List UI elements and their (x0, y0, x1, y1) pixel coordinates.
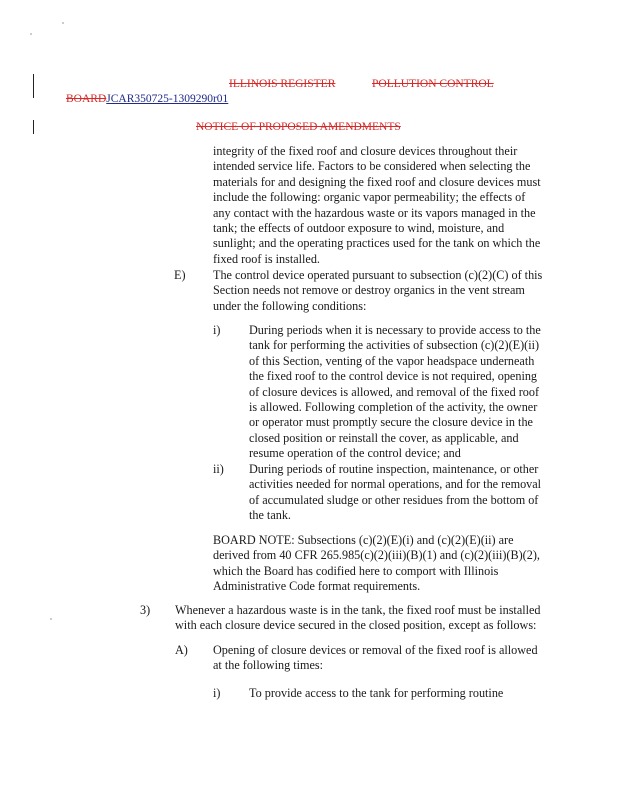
text-line: fixed roof is installed. (213, 251, 320, 266)
item-e-paragraph (213, 268, 542, 314)
scan-speck (30, 33, 32, 35)
text-line: include the following: organic vapor permeability; the effects of (213, 190, 526, 205)
item-e-ii-paragraph (249, 462, 541, 524)
text-line: Section needs not remove or destroy organics in the vent stream (213, 283, 525, 298)
text-line: with each closure device secured in the closed position, except as follows: (175, 618, 537, 633)
text-line: derived from 40 CFR 265.985(c)(2)(iii)(B)(1) and (c)(2)(iii)(B)(2), (213, 548, 540, 563)
item-e-marker: E) (174, 268, 186, 282)
text-line: tank for performing the activities of subsection (c)(2)(E)(ii) (249, 338, 540, 353)
text-line: the fixed roof to the control device is not required, opening (249, 369, 538, 384)
text-line: During periods when it is necessary to provide access to the (249, 323, 541, 337)
text-line: of closure devices is allowed, and removal of the fixed roof (249, 384, 540, 399)
text-line: materials for and designing the fixed roof and closure devices must (213, 174, 541, 189)
agency-title: POLLUTION CONTROL (372, 78, 494, 90)
item-3-paragraph (175, 603, 541, 634)
text-line: integrity of the fixed roof and closure devices throughout their (213, 144, 518, 158)
change-bar (33, 120, 34, 134)
text-line: of this Section, venting of the vapor headspace underneath (249, 353, 535, 368)
text-line: resume operation of the control device; and (249, 446, 461, 461)
item-e-ii-marker: ii) (213, 462, 224, 476)
board-word: BOARD (66, 93, 107, 105)
board-note (213, 533, 540, 595)
scan-speck (62, 22, 64, 24)
register-title: ILLINOIS REGISTER (229, 78, 336, 90)
text-line: under the following conditions: (213, 298, 367, 313)
text-line: To provide access to the tank for performing routine (249, 686, 504, 700)
text-line: intended service life. Factors to be considered when selecting the (213, 159, 531, 174)
intro-paragraph (213, 144, 541, 267)
text-line: at the following times: (213, 658, 324, 673)
text-line: closed position or reinstall the cover, as applicable, and (249, 430, 519, 445)
text-line: tank; the effects of outdoor exposure to wind, moisture, and (213, 221, 505, 236)
item-3-a-i-paragraph (249, 686, 503, 701)
text-line: The control device operated pursuant to subsection (c)(2)(C) of this (213, 268, 543, 282)
text-line: Administrative Code format requirements. (213, 579, 421, 594)
text-line: which the Board has codified here to comport with Illinois (213, 563, 499, 578)
text-line: BOARD NOTE: Subsections (c)(2)(E)(i) and (c)(2)(E)(ii) are (213, 533, 514, 547)
text-line: any contact with the hazardous waste or its vapors managed in the (213, 205, 536, 220)
item-3-a-paragraph (213, 643, 538, 674)
text-line: the tank. (249, 508, 291, 523)
board-id-line (66, 92, 228, 106)
item-3-marker: 3) (140, 603, 151, 617)
text-line: Whenever a hazardous waste is in the tank, the fixed roof must be installed (175, 603, 541, 617)
notice-title: NOTICE OF PROPOSED AMENDMENTS (196, 121, 401, 133)
item-3-a-i-marker: i) (213, 686, 221, 700)
change-bar (33, 74, 34, 98)
text-line: activities needed for normal operations, and for the removal (249, 477, 542, 492)
text-line: sunlight; and the operating practices used for the tank on which the (213, 236, 541, 251)
item-e-i-marker: i) (213, 323, 221, 337)
document-id: JCAR350725-1309290r01 (106, 93, 229, 105)
item-e-i-paragraph (249, 323, 541, 462)
item-3-a-marker: A) (175, 643, 188, 657)
text-line: is allowed. Following completion of the activity, the owner (249, 400, 538, 415)
text-line: or operator must promptly secure the closure device in the (249, 415, 533, 430)
text-line: of accumulated sludge or other residues from the bottom of (249, 492, 539, 507)
text-line: Opening of closure devices or removal of the fixed roof is allowed (213, 643, 538, 657)
text-line: During periods of routine inspection, maintenance, or other (249, 462, 539, 476)
scan-speck (50, 618, 52, 620)
